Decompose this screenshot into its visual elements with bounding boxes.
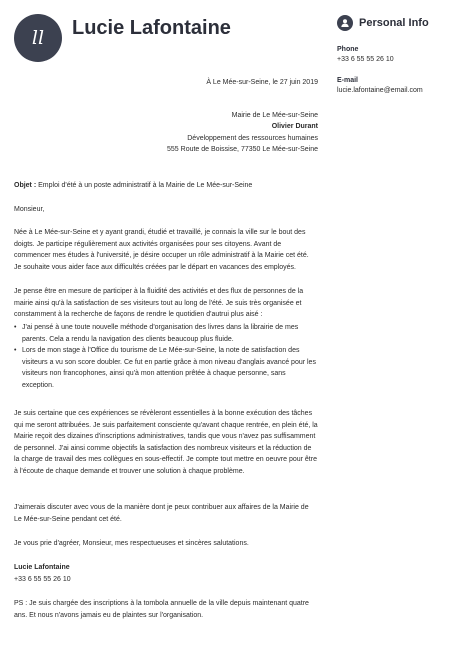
paragraph-4: J'aimerais discuter avec vous de la manière dont je peux contribuer aux affaires de la Mairie de Le Mée-sur-Seine pendant cet été. xyxy=(14,504,309,523)
list-item: • J'ai pensé à une toute nouvelle méthode d'organisation des livres dans la librairie de mes parents. Cela a rendu la navigation des clients beaucoup plus fluide. xyxy=(14,322,318,345)
subject-text: Emploi d'été à un poste administratif à la Mairie de Le Mée-sur-Seine xyxy=(36,182,253,189)
personal-info-panel xyxy=(337,14,467,94)
signature-name: Lucie Lafontaine xyxy=(14,564,70,571)
recipient-address xyxy=(167,110,318,156)
email-value: lucie.lafontaine@email.com xyxy=(337,87,423,94)
signature-block xyxy=(14,562,71,585)
email-label: E-mail xyxy=(337,77,359,84)
recipient-dept: Développement des ressources humaines xyxy=(187,134,318,142)
personal-info-header xyxy=(337,14,467,32)
recipient-name: Olivier Durant xyxy=(271,123,318,131)
achievements-list xyxy=(14,322,318,392)
candidate-name: Lucie Lafontaine xyxy=(72,17,231,39)
paragraph-1: Née à Le Mée-sur-Seine et y ayant grandi, étudié et travaillé, je connais la ville sur le bout des doigts. Je participe régulièrement aux activités organisées pour ses citoyens. Avant de commencer mes études à l'université, je désire occuper un rôle administratif à la Mairie cet été. Je souhaite vous aider face aux difficultés créées par le départ en vacances des employés. xyxy=(14,229,309,271)
signature-phone: +33 6 55 55 26 10 xyxy=(14,575,71,583)
avatar-monogram xyxy=(14,14,62,62)
phone-value: +33 6 55 55 26 10 xyxy=(337,56,394,63)
salutation: Monsieur, xyxy=(14,206,45,213)
list-item: • Lors de mon stage à l'Office du tourisme de Le Mée-sur-Seine, la note de satisfaction des visiteurs a vu son score doubler. Ce fut en partie grâce à mon niveau d'anglais avancé pour les visiteurs non francophones, ainsi qu'à mon attention prêtée à chaque personne, sans exception. xyxy=(14,345,318,391)
personal-info-title: Personal Info xyxy=(359,17,429,29)
phone-label: Phone xyxy=(337,46,359,53)
recipient-line1: Mairie de Le Mée-sur-Seine xyxy=(231,112,318,119)
user-icon xyxy=(337,15,353,31)
subject-label: Objet : xyxy=(14,182,37,189)
avatar-initials: ll xyxy=(31,27,45,49)
postscript: PS : Je suis chargée des inscriptions à la tombola annuelle de la ville depuis maintenant quatre ans. Et nous n'avons jamais eu de plaintes sur l'organisation. xyxy=(14,600,309,619)
letter-date: À Le Mée-sur-Seine, le 27 juin 2019 xyxy=(206,79,318,86)
letter-subject xyxy=(14,180,252,192)
paragraph-2: Je pense être en mesure de participer à la fluidité des activités et des flux de personnes de la mairie ainsi qu'à la satisfaction de ses visiteurs tout au long de l'été. Je suis très organisée et constamment à la recherche de façons de rendre le quotidien d'autrui plus aisé : xyxy=(14,288,304,319)
recipient-street: 555 Route de Boissise, 77350 Le Mée-sur-Seine xyxy=(167,146,318,154)
paragraph-3: Je suis certaine que ces expériences se révèleront essentielles à la bonne exécution des tâches qui me seront attribuées. Je suis parfaitement consciente qu'avant chaque rentrée, en plein été, la Mairie reçoit des dizaines d'inscriptions administratives, tandis que vous n'avez pas suffisamment de personnel. J'ai ainsi comme objectifs la satisfaction des nombreux visiteurs et la réduction de la charge de travail des mes collègues en sous-effectif. Je compte tout mettre en oeuvre pour être à l'écoute de chaque demande et trouver une solution à chaque problème. xyxy=(14,410,318,475)
closing: Je vous prie d'agréer, Monsieur, mes respectueuses et sincères salutations. xyxy=(14,540,249,547)
